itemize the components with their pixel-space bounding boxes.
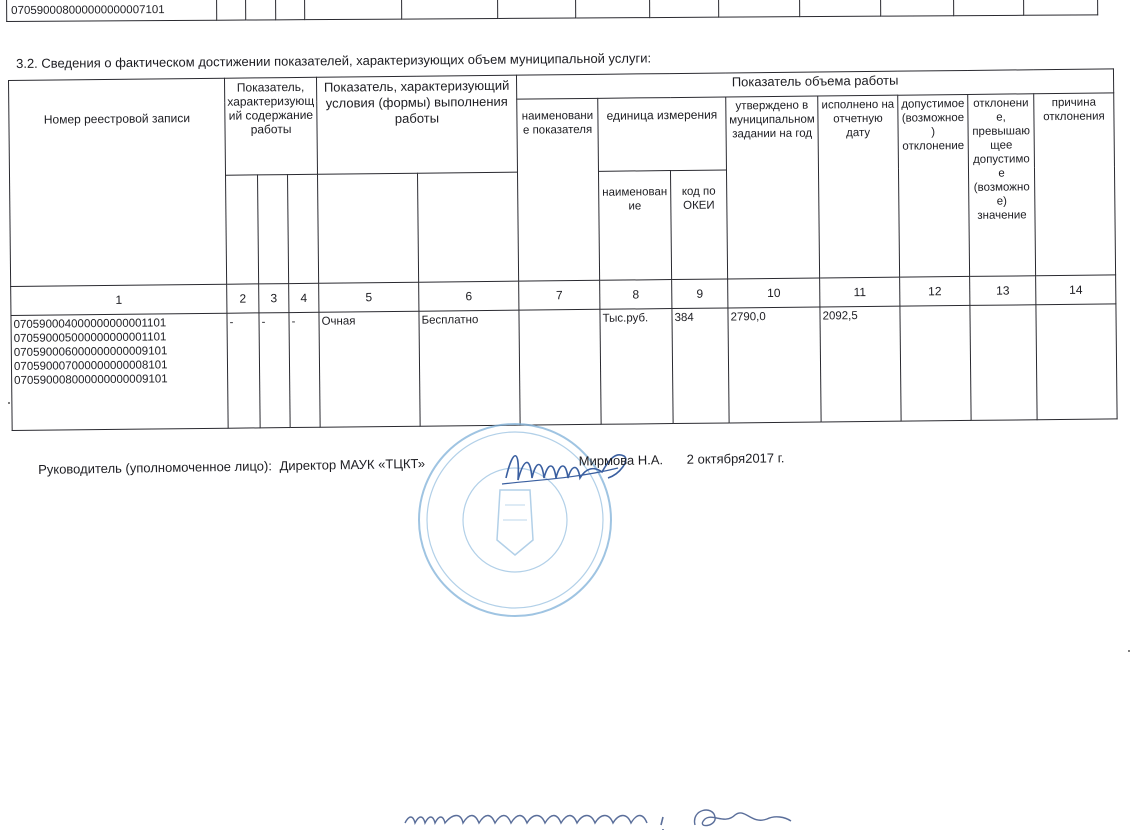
column-number: 3: [259, 284, 289, 313]
column-number: 14: [1036, 275, 1116, 305]
allowed-deviation-value: [900, 305, 971, 421]
column-number: 13: [970, 276, 1036, 306]
reg-number: 070590006000000000009101: [13, 345, 168, 359]
payment-value: Бесплатно: [419, 310, 520, 426]
reg-number: 070590004000000000001101: [13, 317, 167, 331]
column-number: 4: [289, 283, 319, 312]
header-allowed-deviation: допустимое (возможное) отклонение: [898, 94, 970, 277]
header-approved: утверждено в муниципальном задании на год: [726, 96, 820, 279]
column-number: 5: [319, 282, 419, 312]
reason-value: [1036, 304, 1117, 420]
header-unit-name: наименование: [599, 171, 672, 281]
column-number: 11: [820, 277, 900, 307]
approved-value: 2790,0: [728, 307, 821, 423]
header-unit: единица измерения: [598, 97, 727, 171]
previous-table: [6, 0, 1098, 22]
content-indicator-3: -: [289, 312, 320, 427]
signer-role: Руководитель (уполномоченное лицо):: [38, 458, 273, 477]
header-reason: причина отклонения: [1034, 93, 1116, 276]
column-number: 7: [519, 280, 600, 310]
handwritten-scribble: [395, 795, 795, 835]
content-indicator-1: -: [227, 313, 260, 428]
prev-reg-number: 070590008000000000007101: [7, 0, 217, 21]
column-number: 9: [672, 279, 728, 309]
section-title: 3.2. Сведения о фактическом достижении показателей, характеризующих объем муниципальной услуги:: [16, 50, 652, 71]
exceed-deviation-value: [970, 305, 1037, 421]
volume-table: [8, 68, 1118, 431]
reg-number: 070590007000000000008101: [13, 359, 168, 373]
signer-position: Директор МАУК «ТЦКТ»: [279, 455, 426, 474]
reg-number: 070590005000000000001101: [13, 331, 167, 345]
volume-table-wrap: [8, 68, 1118, 431]
executed-value: 2092,5: [820, 306, 901, 422]
reg-numbers-cell: [11, 313, 228, 430]
header-exceed-deviation: отклонение, превышающее допустимое (возможное) значение: [968, 94, 1036, 277]
table-row: [11, 304, 1117, 431]
reg-number: 070590008000000000009101: [14, 373, 168, 387]
header-conditions-indicator: Показатель, характеризующий условия (формы) выполнения работы: [317, 75, 518, 174]
okei-code-value: 384: [672, 308, 729, 424]
column-number: 8: [600, 280, 672, 310]
column-number: 6: [419, 281, 519, 311]
header-reg-number: Номер реестровой записи: [9, 78, 227, 286]
column-number: 12: [900, 276, 970, 306]
column-number: 1: [11, 284, 227, 315]
header-content-indicator: Показатель, характеризующий содержание работы: [224, 77, 317, 175]
form-value: Очная: [319, 311, 420, 427]
signature-line: [38, 450, 785, 477]
column-number: 10: [728, 278, 820, 308]
content-indicator-2: -: [259, 313, 290, 428]
table-row: [7, 0, 1098, 21]
header-volume-indicator: Показатель объема работы: [517, 69, 1114, 99]
header-okei-code: код по ОКЕИ: [671, 170, 728, 280]
header-indicator-name: наименование показателя: [517, 98, 600, 281]
indicator-name-value: [519, 309, 601, 425]
unit-name-value: Тыс.руб.: [600, 309, 673, 425]
header-executed: исполнено на отчетную дату: [818, 95, 900, 278]
column-number: 2: [227, 284, 259, 313]
signature-date: 2 октября2017 г.: [686, 450, 785, 467]
signer-name: Мирмова Н.А.: [578, 452, 664, 469]
